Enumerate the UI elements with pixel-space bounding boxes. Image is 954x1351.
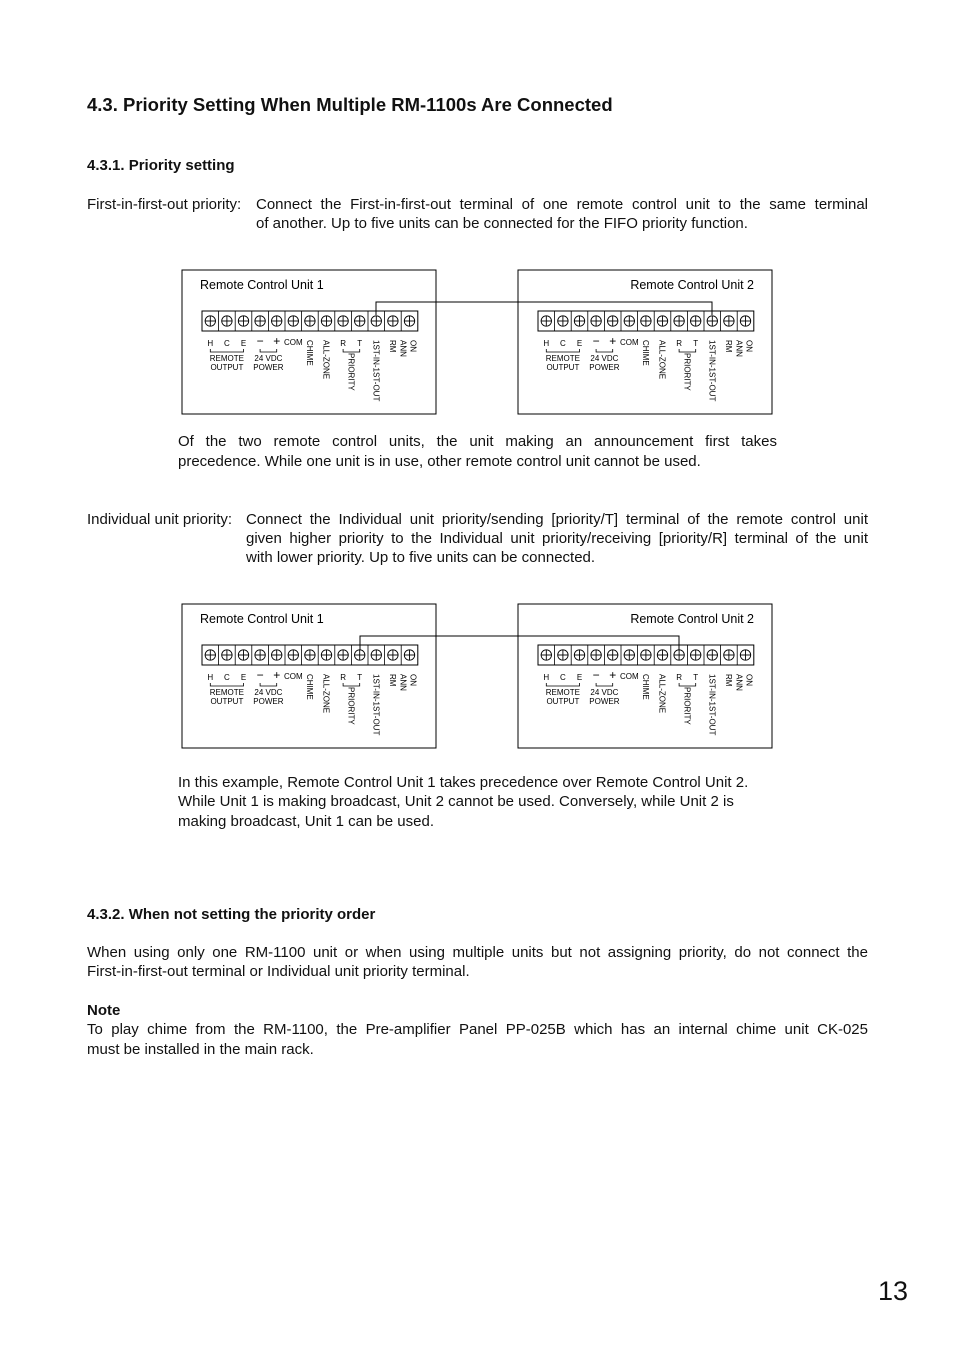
label-chime: CHIME [640, 340, 650, 366]
label-1st-in-1st-out: 1ST-IN-1ST-OUT [707, 340, 717, 402]
fifo-label: First-in-first-out priority: [87, 196, 242, 213]
label-all-zone: ALL-ZONE [321, 674, 331, 714]
terminal-label-t: T [357, 673, 363, 682]
terminal-label-h: H [543, 673, 550, 682]
individual-label: Individual unit priority: [87, 511, 233, 528]
label-24vdc: 24 VDC [254, 688, 283, 697]
label-output: OUTPUT [546, 697, 580, 706]
terminal-label-t: T [693, 673, 699, 682]
label-output: OUTPUT [210, 363, 244, 372]
terminal-label-e: E [576, 339, 583, 348]
terminal-label-minus: − [256, 668, 264, 682]
terminal-label-r: R [676, 673, 682, 682]
label-chime: CHIME [304, 340, 314, 366]
label-ann: ANN [734, 340, 744, 357]
label-rm: RM [723, 674, 733, 687]
terminal-label-com: COM [283, 338, 303, 347]
label-all-zone: ALL-ZONE [321, 340, 331, 380]
label-power: POWER [589, 363, 620, 372]
label-remote: REMOTE [545, 688, 581, 697]
terminal-label-h: H [207, 339, 214, 348]
individual-priority-wiring-diagram [178, 600, 778, 752]
terminal-label-com: COM [283, 672, 303, 681]
label-24vdc: 24 VDC [254, 354, 283, 363]
terminal-label-t: T [693, 339, 699, 348]
terminal-label-r: R [340, 339, 346, 348]
terminal-label-minus: − [256, 334, 264, 348]
terminal-label-plus: + [609, 334, 617, 348]
note-title: Note [87, 1002, 121, 1019]
section-title: 4.3. Priority Setting When Multiple RM-1100s Are Connected [87, 94, 613, 115]
unit2-title: Remote Control Unit 2 [630, 612, 754, 626]
label-priority: PRIORITY [682, 687, 692, 725]
terminal-label-com: COM [619, 338, 639, 347]
label-power: POWER [253, 363, 284, 372]
label-ann: ANN [398, 674, 408, 691]
unit1-box [182, 604, 436, 748]
fifo-wiring-diagram [178, 266, 778, 418]
note-text-line2: must be installed in the main rack. [87, 1041, 314, 1058]
label-on: ON [744, 340, 754, 352]
no-priority-text-line1: When using only one RM-1100 unit or when using multiple units but not assigning priority, do not connect the [87, 944, 868, 961]
terminal-label-plus: + [609, 668, 617, 682]
terminal-label-c: C [560, 673, 566, 682]
unit2-box [518, 270, 772, 414]
terminal-label-e: E [576, 673, 583, 682]
note-text-line1: To play chime from the RM-1100, the Pre-amplifier Panel PP-025B which has an internal chime unit CK-025 [87, 1021, 868, 1038]
label-remote: REMOTE [209, 354, 245, 363]
terminal-label-r: R [340, 673, 346, 682]
fifo-text-line1: Connect the First-in-first-out terminal of one remote control unit to the same terminal [256, 196, 868, 213]
individual-text-line1: Connect the Individual unit priority/sending [priority/T] terminal of the remote control unit [246, 511, 868, 528]
terminal-label-c: C [224, 673, 230, 682]
label-remote: REMOTE [209, 688, 245, 697]
individual-note-line2: While Unit 1 is making broadcast, Unit 2 cannot be used. Conversely, while Unit 2 is [178, 793, 734, 810]
label-24vdc: 24 VDC [590, 354, 619, 363]
label-rm: RM [387, 340, 397, 353]
label-priority: PRIORITY [346, 687, 356, 725]
individual-note-line3: making broadcast, Unit 1 can be used. [178, 813, 434, 830]
label-power: POWER [253, 697, 284, 706]
terminal-label-plus: + [273, 334, 281, 348]
terminal-label-minus: − [592, 334, 600, 348]
label-ann: ANN [398, 340, 408, 357]
terminal-label-c: C [560, 339, 566, 348]
label-all-zone: ALL-ZONE [657, 674, 667, 714]
label-ann: ANN [734, 674, 744, 691]
terminal-label-e: E [240, 673, 247, 682]
individual-note-line1: In this example, Remote Control Unit 1 takes precedence over Remote Control Unit 2. [178, 774, 749, 791]
label-all-zone: ALL-ZONE [657, 340, 667, 380]
unit1-title: Remote Control Unit 1 [200, 278, 324, 292]
label-remote: REMOTE [545, 354, 581, 363]
label-power: POWER [589, 697, 620, 706]
page-number: 13 [878, 1276, 909, 1306]
no-priority-text-line2: First-in-first-out terminal or Individual unit priority terminal. [87, 963, 470, 980]
terminal-label-r: R [676, 339, 682, 348]
label-rm: RM [723, 340, 733, 353]
fifo-connection-wire [376, 302, 712, 315]
individual-text-line2: given higher priority to the Individual unit priority/receiving [priority/R] terminal of the unit [246, 530, 868, 547]
label-1st-in-1st-out: 1ST-IN-1ST-OUT [371, 340, 381, 402]
terminal-label-h: H [207, 673, 214, 682]
terminal-label-plus: + [273, 668, 281, 682]
unit2-box [518, 604, 772, 748]
label-output: OUTPUT [210, 697, 244, 706]
label-output: OUTPUT [546, 363, 580, 372]
priority-connection-wire [360, 636, 679, 650]
label-chime: CHIME [640, 674, 650, 700]
unit2-title: Remote Control Unit 2 [630, 278, 754, 292]
label-priority: PRIORITY [682, 353, 692, 391]
fifo-text-line2: of another. Up to five units can be connected for the FIFO priority function. [256, 215, 748, 232]
individual-text-line3: with lower priority. Up to five units can be connected. [246, 549, 596, 566]
terminal-label-t: T [357, 339, 363, 348]
label-on: ON [408, 340, 418, 352]
terminal-label-minus: − [592, 668, 600, 682]
terminal-label-e: E [240, 339, 247, 348]
label-rm: RM [387, 674, 397, 687]
subsection-title-no-priority: 4.3.2. When not setting the priority order [87, 906, 376, 923]
subsection-title-priority-setting: 4.3.1. Priority setting [87, 157, 235, 174]
label-on: ON [744, 674, 754, 686]
terminal-label-h: H [543, 339, 550, 348]
unit1-box [182, 270, 436, 414]
label-1st-in-1st-out: 1ST-IN-1ST-OUT [371, 674, 381, 736]
label-chime: CHIME [304, 674, 314, 700]
terminal-label-c: C [224, 339, 230, 348]
label-priority: PRIORITY [346, 353, 356, 391]
label-on: ON [408, 674, 418, 686]
unit1-title: Remote Control Unit 1 [200, 612, 324, 626]
fifo-note-line2: precedence. While one unit is in use, other remote control unit cannot be used. [178, 453, 701, 470]
fifo-note-line1: Of the two remote control units, the unit making an announcement first takes [178, 433, 777, 450]
terminal-label-com: COM [619, 672, 639, 681]
label-24vdc: 24 VDC [590, 688, 619, 697]
label-1st-in-1st-out: 1ST-IN-1ST-OUT [707, 674, 717, 736]
